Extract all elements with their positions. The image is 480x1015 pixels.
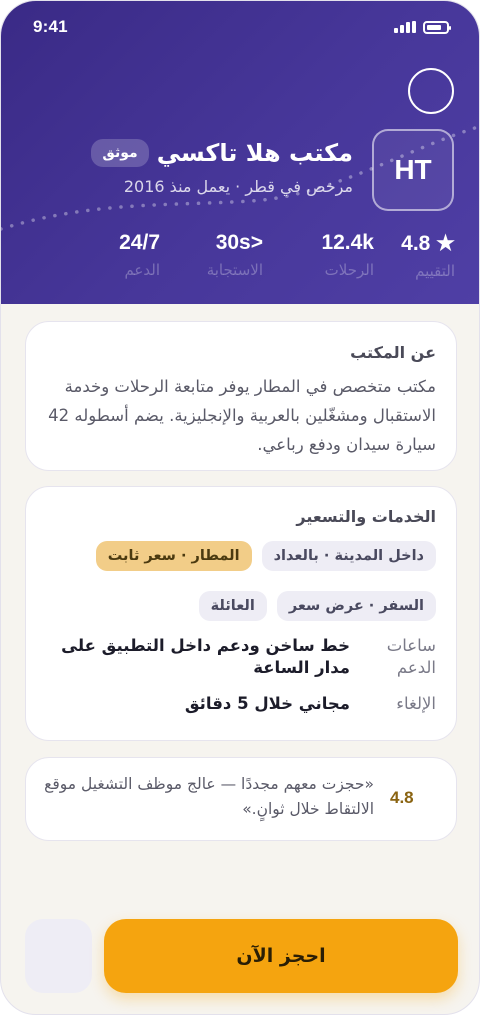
secondary-action-button[interactable]	[25, 919, 92, 993]
stat-trips	[291, 231, 374, 280]
favorite-button[interactable]	[408, 68, 454, 114]
about-title: عن المكتب	[350, 343, 436, 362]
review-text: «حجزت معهم مجددًا — عالج موظف التشغيل موقع الالتقاط خلال ثوانٍ.»	[44, 775, 374, 818]
chip-city-meter[interactable]: داخل المدينة · بالعداد	[262, 541, 436, 571]
office-name: مكتب هلا تاكسي	[156, 139, 353, 167]
status-icons	[394, 21, 449, 34]
office-subtitle: مرخص في قطر · يعمل منذ 2016	[123, 177, 353, 196]
stat-value: 4.8 ★	[401, 232, 455, 255]
about-description: مكتب متخصص في المطار يوفر متابعة الرحلات وخدمة الاستقبال ومشغّلين بالعربية والإنجليزية. يضم أسطوله 42 سيارة سيدان ودفع رباعي.	[48, 377, 436, 454]
chip-airport-fixed[interactable]: المطار · سعر ثابت	[96, 541, 252, 571]
stat-label: الاستجابة	[206, 261, 263, 279]
cancellation-row	[36, 693, 436, 715]
office-stats	[118, 231, 455, 280]
stat-value: 24/7	[119, 231, 160, 254]
stat-label: الدعم	[124, 261, 160, 279]
support-hours-value: خط ساخن ودعم داخل التطبيق على مدار الساعة	[61, 636, 350, 677]
stat-response	[201, 231, 263, 280]
about-card	[25, 321, 457, 471]
office-name-row	[91, 139, 353, 167]
stat-value: 12.4k	[321, 231, 374, 254]
chip-family[interactable]: العائلة	[199, 591, 267, 621]
avatar-initials: HT	[394, 154, 432, 185]
cancellation-label: الإلغاء	[396, 694, 436, 713]
stat-value: 30s>	[215, 231, 263, 254]
status-bar	[1, 1, 480, 53]
book-now-button[interactable]: احجز الآن	[104, 919, 458, 993]
support-hours-label: ساعات الدعم	[386, 636, 436, 677]
service-chips	[36, 541, 436, 621]
office-header	[1, 1, 480, 304]
stat-label: التقييم	[415, 262, 455, 280]
support-hours-row	[36, 635, 436, 679]
stat-support	[118, 231, 160, 280]
review-card	[25, 757, 457, 841]
stat-label: الرحلات	[324, 261, 374, 279]
chip-travel-quote[interactable]: السفر · عرض سعر	[277, 591, 436, 621]
battery-icon	[423, 21, 449, 34]
stat-rating	[399, 231, 455, 280]
office-avatar	[372, 129, 454, 211]
services-card	[25, 486, 457, 741]
bottom-action-bar	[1, 901, 480, 1015]
cancellation-value: مجاني خلال 5 دقائق	[184, 694, 350, 713]
verified-badge: موثق	[91, 139, 148, 167]
signal-icon	[394, 21, 416, 33]
services-title: الخدمات والتسعير	[296, 507, 436, 526]
status-time: 9:41	[33, 17, 68, 36]
review-rating: 4.8	[390, 788, 414, 807]
